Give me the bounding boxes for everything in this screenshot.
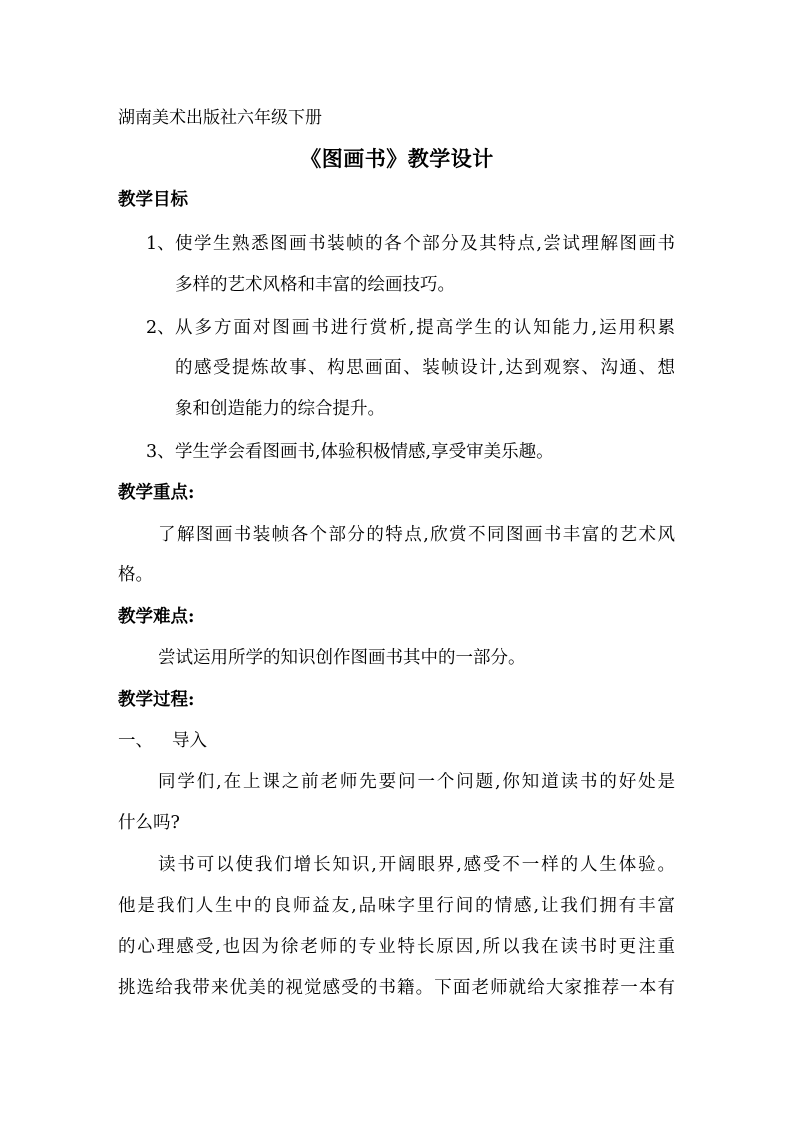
intro-para-2-line-4: 挑选给我带来优美的视觉感受的书籍。下面老师就给大家推荐一本有 [118,978,675,998]
key-points-line-2: 格。 [118,565,153,585]
intro-para-1-line-2: 什么吗? [118,813,180,833]
process-heading: 教学过程: [118,690,195,710]
publisher-line: 湖南美术出版社六年级下册 [118,108,322,128]
step-1-label: 导入 [172,731,207,751]
objective-2-number: 2、 [146,318,175,338]
objective-1-number: 1、 [146,234,175,254]
objective-2-line-1: 从多方面对图画书进行赏析,提高学生的认知能力,运用积累 [175,318,675,338]
key-points-line-1: 了解图画书装帧各个部分的特点,欣赏不同图画书丰富的艺术风 [158,525,675,545]
difficulties-heading: 教学难点: [118,607,195,627]
objective-2-line-3: 象和创造能力的综合提升。 [175,399,385,419]
objective-1-line-1: 使学生熟悉图画书装帧的各个部分及其特点,尝试理解图画书 [175,234,675,254]
difficulties-line-1: 尝试运用所学的知识创作图画书其中的一部分。 [158,648,526,668]
intro-para-2-line-2: 他是我们人生中的良师益友,品味字里行间的情感,让我们拥有丰富 [118,896,675,916]
objectives-heading: 教学目标 [118,190,188,210]
intro-para-2-line-1: 读书可以使我们增长知识,开阔眼界,感受不一样的人生体验。 [158,855,675,875]
step-1-number: 一、 [118,731,153,751]
objective-3-line-1: 学生学会看图画书,体验积极情感,享受审美乐趣。 [175,442,554,462]
objective-2-line-2: 的感受提炼故事、构思画面、装帧设计,达到观察、沟通、想 [175,358,675,378]
objective-3-number: 3、 [146,442,175,462]
intro-para-2-line-3: 的心理感受,也因为徐老师的专业特长原因,所以我在读书时更注重 [118,937,675,957]
key-points-heading: 教学重点: [118,483,195,503]
document-title: 《图画书》教学设计 [300,146,494,171]
intro-para-1-line-1: 同学们,在上课之前老师先要问一个问题,你知道读书的好处是 [158,772,675,792]
objective-1-line-2: 多样的艺术风格和丰富的绘画技巧。 [175,275,455,295]
